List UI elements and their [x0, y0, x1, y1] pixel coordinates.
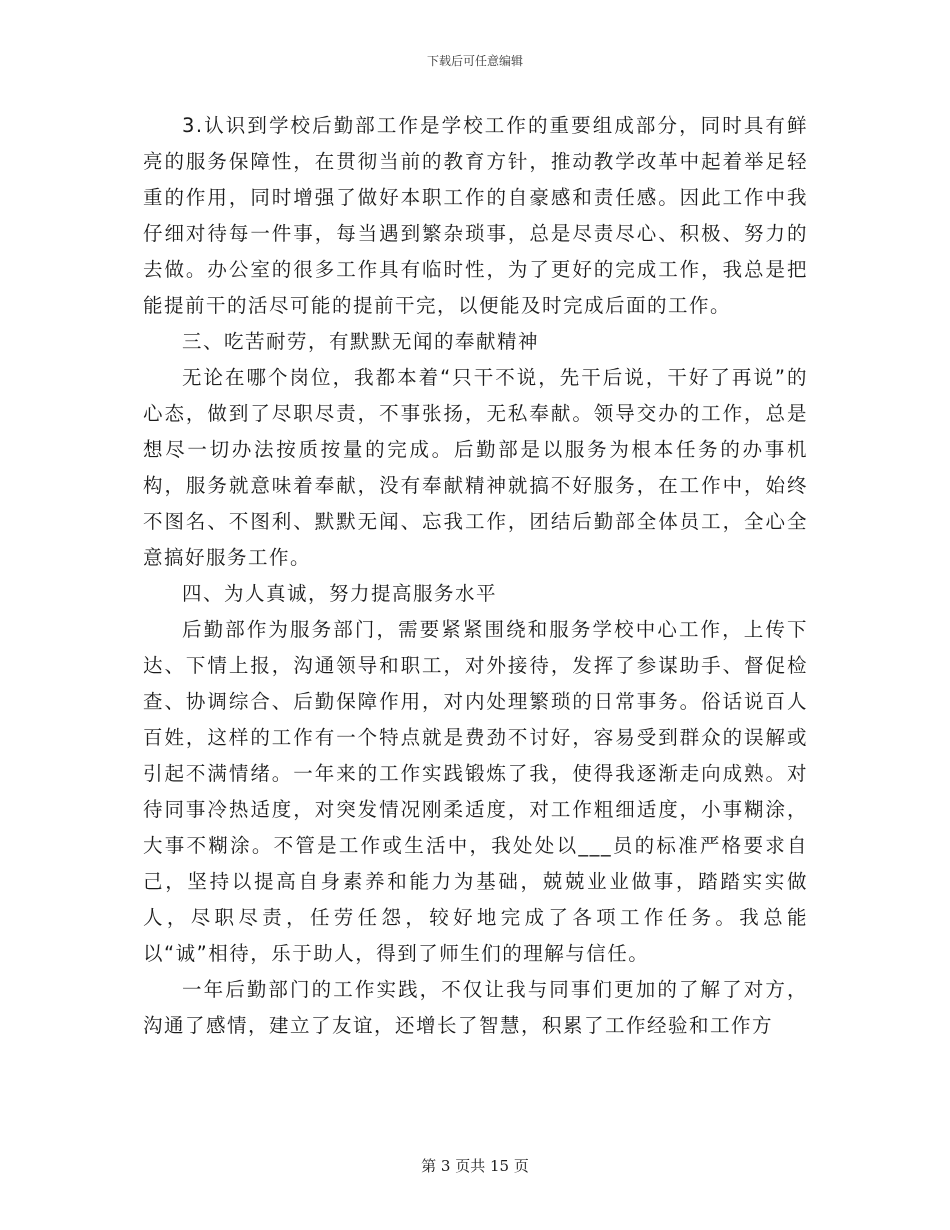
paragraph-2: 无论在哪个岗位，我都本着“只干不说，先干后说，干好了再说”的心态，做到了尽职尽责，不事张扬，无私奉献。领导交办的工作，总是想尽一切办法按质按量的完成。后勤部是以服务为根本任务的办事机构，服务就意味着奉献，没有奉献精神就搞不好服务，在工作中，始终不图名、不图利、默默无闻、忘我工作，团结后勤部全体员工，全心全意搞好服务工作。	[143, 366, 808, 569]
paragraph-4: 一年后勤部门的工作实践，不仅让我与同事们更加的了解了对方，沟通了感情，建立了友谊，还增长了智慧，积累了工作经验和工作方	[143, 978, 808, 1037]
page-number: 第 3 页共 15 页	[421, 1157, 529, 1175]
section-heading-3: 三、吃苦耐劳，有默默无闻的奉献精神	[182, 330, 540, 353]
page-header: 下载后可任意编辑	[426, 54, 523, 68]
section-heading-4: 四、为人真诚，努力提高服务水平	[182, 582, 498, 605]
paragraph-3: 后勤部作为服务部门，需要紧紧围绕和服务学校中心工作，上传下达、下情上报，沟通领导和职工，对外接待，发挥了参谋助手、督促检查、协调综合、后勤保障作用，对内处理繁琐的日常事务。俗话说百人百姓，这样的工作有一个特点就是费劲不讨好，容易受到群众的误解或引起不满情绪。一年来的工作实践锻炼了我，使得我逐渐走向成熟。对待同事冷热适度，对突发情况刚柔适度，对工作粗细适度，小事糊涂，大事不糊涂。不管是工作或生活中，我处处以___员的标准严格要求自己，坚持以提高自身素养和能力为基础，兢兢业业做事，踏踏实实做人，尽职尽责，任劳任怨，较好地完成了各项工作任务。我总能以“诚”相待，乐于助人，得到了师生们的理解与信任。	[143, 618, 808, 965]
document-body	[143, 108, 808, 1044]
paragraph-1: 3.认识到学校后勤部工作是学校工作的重要组成部分，同时具有鲜亮的服务保障性，在贯彻当前的教育方针，推动教学改革中起着举足轻重的作用，同时增强了做好本职工作的自豪感和责任感。因此工作中我仔细对待每一件事，每当遇到繁杂琐事，总是尽责尽心、积极、努力的去做。办公室的很多工作具有临时性，为了更好的完成工作，我总是把能提前干的活尽可能的提前干完，以便能及时完成后面的工作。	[143, 114, 808, 317]
